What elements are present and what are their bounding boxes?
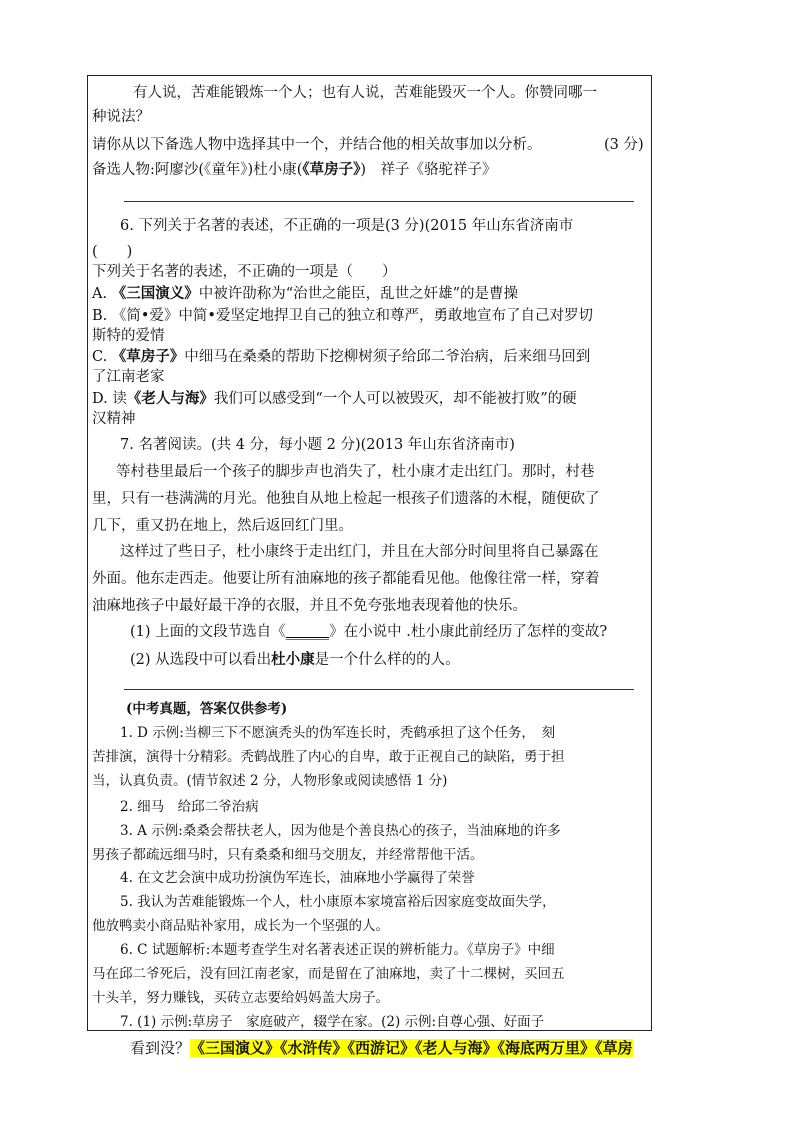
intro-line-1: 有人说，苦难能锻炼一个人；也有人说，苦难能毁灭一个人。你赞同哪一 — [133, 85, 597, 101]
answer-line-1 — [124, 201, 634, 202]
book-title-bold: 《草房子》 — [302, 161, 361, 178]
q6-option-b-2: 斯特的爱情 — [92, 328, 165, 344]
q7-passage-2-2: 外面。他东走西走。他要让所有油麻地的孩子都能看见他。他像往常一样，穿着 — [92, 571, 600, 587]
answer-5-1: 5. 我认为苦难能锻炼一个人，杜小康原本家境富裕后因家庭变故面失学， — [120, 894, 556, 910]
q7-passage-1-1: 等村巷里最后一个孩子的脚步声也消失了，杜小康才走出红门。那时，村巷 — [116, 464, 595, 480]
answer-1-1: 1. D 示例:当柳三下不愿演秃头的伪军连长时，秃鹤承担了这个任务， 刻 — [120, 725, 556, 741]
answer-1-3: 当，认真负责。(情节叙述 2 分，人物形象或阅读感悟 1 分) — [92, 773, 448, 789]
q6-option-d-2: 汉精神 — [92, 411, 136, 427]
q7-title: 7. 名著阅读。(共 4 分，每小题 2 分)(2013 年山东省济南市) — [120, 437, 515, 453]
q6-stem: 下列关于名著的表述，不正确的一项是（ ） — [92, 264, 397, 280]
answer-3-1: 3. A 示例:桑桑会帮扶老人，因为他是个善良热心的孩子，当油麻地的许多 — [120, 823, 561, 839]
answer-2: 2. 细马 给邱二爷治病 — [120, 799, 259, 815]
intro-line-4: 备选人物:阿廖沙(《童年》)杜小康(《草房子》) 祥子《骆驼祥子》 — [92, 161, 497, 178]
q6-option-d-1: D. 读《老人与海》我们可以感受到“一个人可以被毁灭，却不能被打败”的硬 — [92, 390, 577, 407]
answer-5-2: 他放鸭卖小商品贴补家用，成长为一个坚强的人。 — [92, 918, 389, 934]
q7-passage-2-1: 这样过了些日子，杜小康终于走出红门，并且在大部分时间里将自己暴露在 — [120, 544, 599, 560]
q6-option-c-1: C. 《草房子》中细马在桑桑的帮助下挖柳树须子给邱二爷治病，后来细马回到 — [92, 348, 591, 365]
answer-6-2: 马在邱二爷死后，没有回江南老家，而是留在了油麻地，卖了十二棵树，买回五 — [92, 966, 565, 982]
q7-subquestion-2: (2) 从选段中可以看出杜小康是一个什么样的的人。 — [130, 651, 460, 668]
answer-6-3: 十头羊，努力赚钱，买砖立志要给妈妈盖大房子。 — [92, 990, 389, 1006]
q7-passage-1-3: 几下，重又扔在地上，然后返回红门里。 — [92, 518, 353, 534]
q6-blank: ( ) — [92, 244, 133, 260]
intro-line-3: 请你从以下备选人物中选择其中一个，并结合他的相关故事加以分析。 (3 分) — [92, 137, 644, 153]
book-list-highlight: 《三国演义》《水浒传》《西游记》《老人与海》《海底两万里》《草房 — [190, 1039, 633, 1057]
answers-header: (中考真题，答案仅供参考) — [126, 701, 288, 717]
answer-6-1: 6. C 试题解析:本题考查学生对名著表述正误的辨析能力。《草房子》中细 — [120, 942, 555, 958]
answer-7: 7. (1) 示例:草房子 家庭破产，辍学在家。(2) 示例:自尊心强、好面子 — [120, 1014, 545, 1030]
q7-subquestion-1: (1) 上面的文段节选自《______》在小说中 .杜小康此前经历了怎样的变故? — [130, 624, 608, 640]
q6-option-a: A. 《三国演义》中被许劭称为“治世之能臣，乱世之奸雄”的是曹操 — [92, 285, 519, 302]
q7-passage-1-2: 里，只有一巷满满的月光。他独自从地上检起一根孩子们遗落的木棍，随便砍了 — [92, 491, 600, 507]
q6-title: 6. 下列关于名著的表述，不正确的一项是(3 分)(2015 年山东省济南市 — [120, 218, 574, 234]
q7-passage-2-3: 油麻地孩子中最好最干净的衣服，并且不免夸张地表现着他的快乐。 — [92, 598, 527, 614]
answer-1-2: 苦排演，演得十分精彩。秃鹤战胜了内心的自卑，敢于正视自己的缺陷，勇于担 — [92, 749, 565, 765]
answer-line-2 — [124, 689, 634, 690]
intro-line-2: 种说法？ — [92, 109, 150, 125]
q6-option-b-1: B. 《简•爱》中简•爱坚定地捍卫自己的独立和尊严，勇敢地宣布了自己对罗切 — [92, 308, 593, 324]
answer-4: 4. 在文艺会演中成功扮演伪军连长，油麻地小学赢得了荣誉 — [120, 870, 475, 886]
footer-banner: 看到没？《三国演义》《水浒传》《西游记》《老人与海》《海底两万里》《草房 — [130, 1039, 633, 1057]
answer-3-2: 男孩子都疏远细马时，只有桑桑和细马交朋友，并经常帮他干活。 — [92, 847, 484, 863]
q6-option-c-2: 了江南老家 — [92, 369, 165, 385]
